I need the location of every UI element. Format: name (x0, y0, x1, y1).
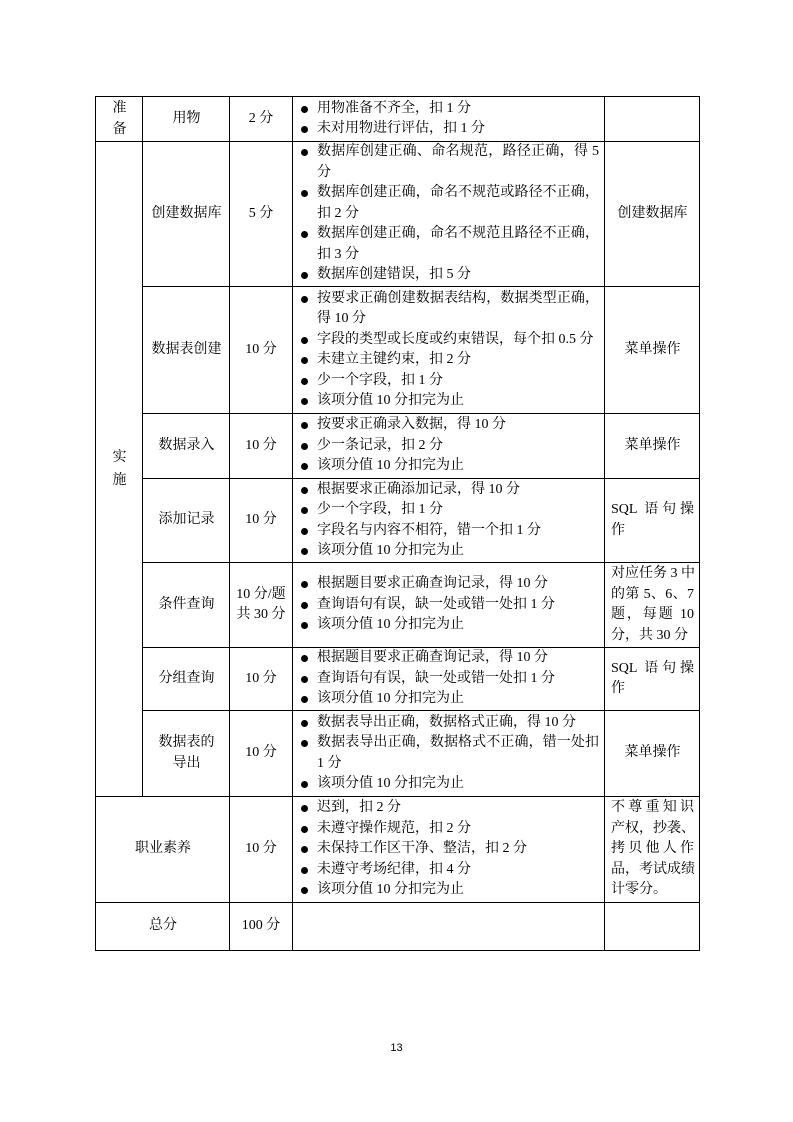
score-value: 5 分 (248, 205, 274, 221)
criteria-item: 该项分值 10 分扣完为止 (300, 880, 599, 901)
item-cell (143, 414, 230, 479)
grading-table (95, 96, 700, 951)
note-cell (605, 711, 700, 797)
item-label: 数据表创建 (151, 341, 222, 357)
table-row (96, 903, 700, 951)
score-value: 10 分 (245, 745, 277, 761)
criteria-item: 数据表导出正确，数据格式正确，得 10 分 (300, 713, 599, 734)
item-cell (143, 287, 230, 414)
section-cell-preparation (96, 97, 143, 142)
criteria-cell (293, 648, 605, 711)
table-row (96, 711, 700, 797)
item-cell (143, 97, 230, 142)
total-label: 总分 (149, 918, 177, 934)
table-row (96, 563, 700, 648)
note-text: 菜单操作 (624, 437, 681, 453)
criteria-item: 字段名与内容不相符，错一个扣 1 分 (300, 521, 599, 542)
item-label: 职业素养 (135, 841, 191, 857)
item-cell (143, 648, 230, 711)
item-label: 分组查询 (158, 670, 215, 686)
total-label-cell (96, 903, 230, 951)
item-cell (96, 797, 230, 903)
criteria-cell (293, 711, 605, 797)
score-cell (230, 97, 293, 142)
criteria-cell (293, 142, 605, 287)
criteria-item: 数据库创建正确，命名不规范且路径不正确，扣 3 分 (300, 224, 599, 265)
criteria-item: 根据要求正确添加记录，得 10 分 (300, 480, 599, 501)
criteria-list (300, 713, 599, 795)
note-line: 计零分。 (611, 882, 667, 898)
note-cell (605, 142, 700, 287)
criteria-item: 少一个字段，扣 1 分 (300, 500, 599, 521)
score-cell (230, 414, 293, 479)
section-cell-implementation (96, 142, 143, 797)
item-cell (143, 711, 230, 797)
criteria-item: 按要求正确录入数据，得 10 分 (300, 415, 599, 436)
note-text: 菜单操作 (624, 341, 681, 357)
section-label-preparation: 准备 (112, 100, 127, 137)
item-cell (143, 479, 230, 563)
criteria-item: 未对用物进行评估，扣 1 分 (300, 119, 599, 140)
score-value: 10 分 (245, 841, 277, 857)
item-label: 用物 (172, 110, 201, 126)
criteria-item: 迟到，扣 2 分 (300, 798, 599, 819)
note-line: SQL 语句操 (611, 660, 694, 676)
table-row (96, 414, 700, 479)
criteria-list (300, 648, 599, 710)
score-line: 共 30 分 (236, 607, 286, 622)
note-line: 拷贝他人作 (611, 841, 694, 857)
item-label: 数据表的导出 (158, 735, 215, 771)
criteria-item: 该项分值 10 分扣完为止 (300, 541, 599, 562)
criteria-cell (293, 797, 605, 903)
criteria-item: 查询语句有误，缺一处或错一处扣 1 分 (300, 669, 599, 690)
item-label: 数据录入 (158, 437, 215, 453)
criteria-item: 根据题目要求正确查询记录，得 10 分 (300, 648, 599, 669)
criteria-item: 该项分值 10 分扣完为止 (300, 391, 599, 412)
note-line: 作 (611, 522, 625, 538)
criteria-item: 数据库创建正确、命名规范，路径正确，得 5 分 (300, 142, 599, 183)
note-line: 分，共 30 分 (611, 627, 688, 643)
item-cell (143, 563, 230, 648)
criteria-list (300, 99, 599, 140)
note-cell (605, 563, 700, 648)
note-cell (605, 479, 700, 563)
score-cell (230, 142, 293, 287)
criteria-cell (293, 414, 605, 479)
note-cell (605, 903, 700, 951)
criteria-item: 该项分值 10 分扣完为止 (300, 456, 599, 477)
note-line: 题，每题 10 (611, 607, 694, 622)
criteria-cell (293, 903, 605, 951)
note-cell (605, 287, 700, 414)
table-row (96, 648, 700, 711)
item-label: 添加记录 (158, 512, 215, 528)
criteria-list (300, 289, 599, 412)
criteria-item: 少一个字段，扣 1 分 (300, 371, 599, 392)
item-label: 条件查询 (158, 596, 215, 612)
criteria-cell (293, 563, 605, 648)
criteria-item: 按要求正确创建数据表结构，数据类型正确，得 10 分 (300, 289, 599, 330)
score-line: 10 分/题 (236, 586, 286, 602)
note-cell (605, 97, 700, 142)
total-score-cell (230, 903, 293, 951)
table-row (96, 797, 700, 903)
criteria-cell (293, 287, 605, 414)
item-label: 创建数据库 (151, 205, 222, 221)
score-value: 10 分 (245, 341, 277, 357)
criteria-item: 未遵守考场纪律，扣 4 分 (300, 860, 599, 881)
criteria-cell (293, 479, 605, 563)
total-score: 100 分 (241, 918, 281, 934)
section-label-implementation: 实施 (112, 450, 127, 488)
criteria-list (300, 142, 599, 286)
table-row (96, 142, 700, 287)
table-row (96, 479, 700, 563)
note-text: 创建数据库 (617, 205, 688, 221)
score-cell (230, 648, 293, 711)
criteria-item: 查询语句有误，缺一处或错一处扣 1 分 (300, 595, 599, 616)
score-value: 10 分 (245, 670, 277, 686)
page-number: 13 (390, 1042, 403, 1054)
criteria-item: 根据题目要求正确查询记录，得 10 分 (300, 574, 599, 595)
score-cell (230, 711, 293, 797)
criteria-cell (293, 97, 605, 142)
note-line: 作 (611, 681, 625, 696)
criteria-item: 数据库创建正确，命名不规范或路径不正确，扣 2 分 (300, 183, 599, 224)
criteria-item: 字段的类型或长度或约束错误，每个扣 0.5 分 (300, 330, 599, 351)
note-text: 菜单操作 (624, 745, 681, 761)
criteria-list (300, 415, 599, 477)
note-line: 不尊重知识 (611, 800, 694, 816)
note-line: 产权，抄袭、 (611, 820, 695, 836)
score-value: 10 分 (245, 437, 277, 453)
item-cell (143, 142, 230, 287)
note-line: 品，考试成绩 (611, 861, 695, 877)
criteria-item: 数据表导出正确，数据格式不正确，错一处扣 1 分 (300, 733, 599, 774)
criteria-item: 该项分值 10 分扣完为止 (300, 615, 599, 636)
criteria-item: 未建立主键约束，扣 2 分 (300, 350, 599, 371)
criteria-list (300, 574, 599, 636)
score-cell (230, 479, 293, 563)
score-value: 10 分 (245, 512, 277, 528)
criteria-list (300, 798, 599, 901)
note-line: 的第 5、6、7 (611, 586, 694, 602)
criteria-item: 未遵守操作规范，扣 2 分 (300, 819, 599, 840)
criteria-item: 用物准备不齐全，扣 1 分 (300, 99, 599, 120)
score-cell (230, 287, 293, 414)
table-row (96, 287, 700, 414)
note-line: SQL 语句操 (611, 502, 694, 517)
note-cell (605, 797, 700, 903)
criteria-item: 该项分值 10 分扣完为止 (300, 689, 599, 710)
note-cell (605, 648, 700, 711)
note-cell (605, 414, 700, 479)
criteria-item: 该项分值 10 分扣完为止 (300, 774, 599, 795)
criteria-list (300, 480, 599, 562)
table-row (96, 97, 700, 142)
criteria-item: 少一条记录，扣 2 分 (300, 436, 599, 457)
score-cell (230, 797, 293, 903)
note-line: 对应任务 3 中 (611, 566, 695, 581)
score-cell (230, 563, 293, 648)
score-value: 2 分 (248, 110, 274, 126)
criteria-item: 未保持工作区干净、整洁，扣 2 分 (300, 839, 599, 860)
criteria-item: 数据库创建错误，扣 5 分 (300, 265, 599, 286)
